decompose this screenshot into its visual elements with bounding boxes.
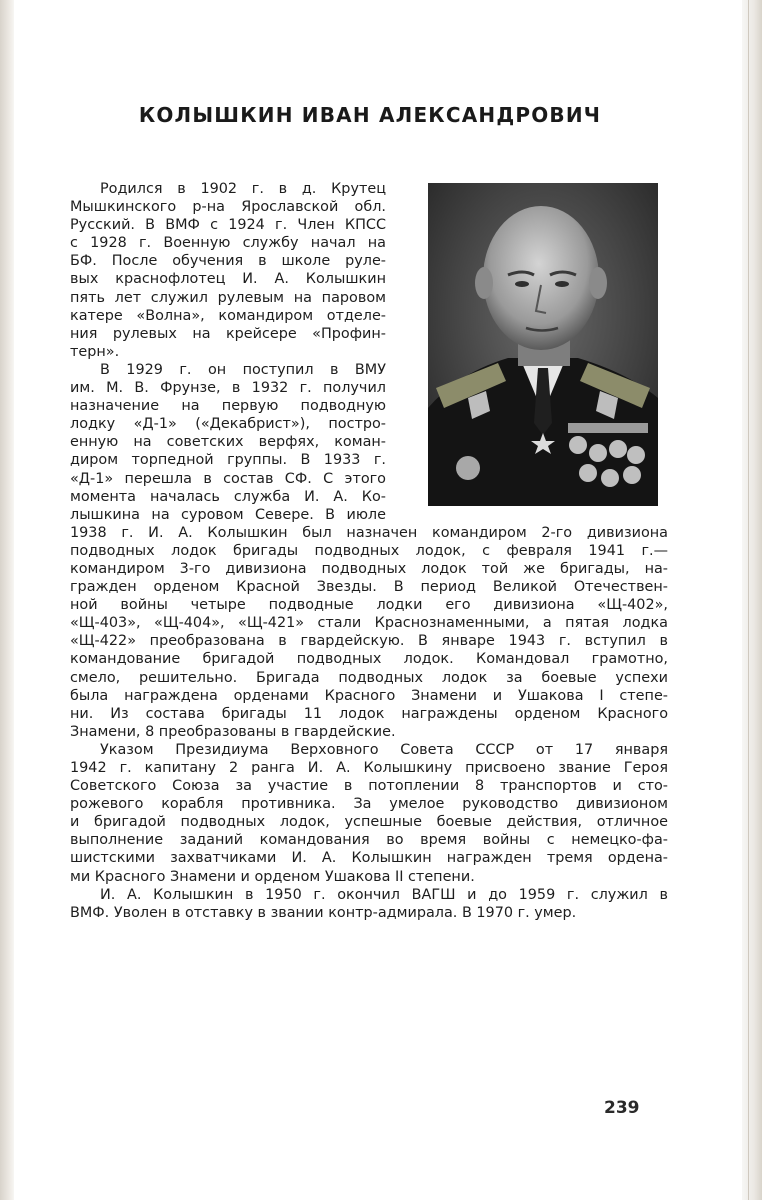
text-line: ния рулевых на крейсере «Профин- <box>70 325 386 342</box>
page-title: КОЛЫШКИН ИВАН АЛЕКСАНДРОВИЧ <box>138 103 602 127</box>
text-line: Русский. В ВМФ с 1924 г. Член КПСС <box>70 217 386 234</box>
text-line: ми Красного Знамени и орденом Ушакова II степени. <box>70 868 475 885</box>
text-line: лышкина на суровом Севере. В июле <box>70 506 386 523</box>
text-line: «Щ-403», «Щ-404», «Щ-421» стали Краснознаменными, а пятая лодка <box>70 615 668 632</box>
text-line: рожевого корабля противника. За умелое руководство дивизионом <box>70 796 668 813</box>
text-line: ни. Из состава бригады 11 лодок награждены орденом Красного <box>70 705 668 722</box>
text-line: Знамени, 8 преобразованы в гвардейские. <box>70 723 396 740</box>
text-line: смело, решительно. Бригада подводных лодок за боевые успехи <box>70 669 668 686</box>
text-line: подводных лодок бригады подводных лодок, с февраля 1941 г.— <box>70 542 668 559</box>
text-line: ной войны четыре подводные лодки его дивизиона «Щ-402», <box>70 597 668 614</box>
text-line: вых краснофлотец И. А. Колышкин <box>70 271 386 288</box>
text-line: Советского Союза за участие в потоплении 8 транспортов и сто- <box>70 778 668 795</box>
text-line: катере «Волна», командиром отделе- <box>70 307 386 324</box>
text-line: выполнение заданий командования во время войны с немецко-фа- <box>70 832 668 849</box>
text-line: гражден орденом Красной Звезды. В период Великой Отечествен- <box>70 579 668 596</box>
wide-column <box>70 524 668 922</box>
text-line: «Д-1» перешла в состав СФ. С этого <box>70 470 386 487</box>
text-line: ВМФ. Уволен в отставку в звании контр-адмирала. В 1970 г. умер. <box>70 904 577 921</box>
text-line: командование бригадой подводных лодок. Командовал грамотно, <box>70 651 668 668</box>
text-line: В 1929 г. он поступил в ВМУ <box>100 361 386 378</box>
text-line: и бригадой подводных лодок, успешные боевые действия, отличное <box>70 814 668 831</box>
book-spine-shadow <box>0 0 14 1200</box>
text-line: 1938 г. И. А. Колышкин был назначен командиром 2-го дивизиона <box>70 524 668 541</box>
narrow-column <box>70 180 386 524</box>
text-line: Родился в 1902 г. в д. Крутец <box>100 181 386 197</box>
text-line: лодку «Д-1» («Декабрист»), постро- <box>70 416 386 433</box>
text-line: БФ. После обучения в школе руле- <box>70 253 386 270</box>
page <box>70 0 670 1200</box>
text-line: им. М. В. Фрунзе, в 1932 г. получил <box>70 380 386 397</box>
text-line: с 1928 г. Военную службу начал на <box>70 235 386 252</box>
text-line: «Щ-422» преобразована в гвардейскую. В январе 1943 г. вступил в <box>70 633 668 650</box>
text-line: момента началась служба И. А. Ко- <box>70 488 386 505</box>
text-line: командиром 3-го дивизиона подводных лодок той же бригады, на- <box>70 560 668 577</box>
text-line: И. А. Колышкин в 1950 г. окончил ВАГШ и до 1959 г. служил в <box>100 886 668 903</box>
text-line: была награждена орденами Красного Знамени и Ушакова I степе- <box>70 687 668 704</box>
text-line: 1942 г. капитану 2 ранга И. А. Колышкину присвоено звание Героя <box>70 760 668 776</box>
text-line: Мышкинского р-на Ярославской обл. <box>70 199 386 216</box>
text-line: енную на советских верфях, коман- <box>70 434 386 451</box>
page-number: 239 <box>604 1098 640 1118</box>
page-edge <box>742 0 762 1200</box>
text-line: диром торпедной группы. В 1933 г. <box>70 452 386 469</box>
text-line: Указом Президиума Верховного Совета СССР от 17 января <box>100 741 668 758</box>
text-line: терн». <box>70 343 120 360</box>
text-line: назначение на первую подводную <box>70 398 386 415</box>
text-line: шистскими захватчиками И. А. Колышкин награжден тремя ордена- <box>70 850 668 867</box>
text-line: пять лет служил рулевым на паровом <box>70 289 386 306</box>
biography-text <box>70 180 668 922</box>
